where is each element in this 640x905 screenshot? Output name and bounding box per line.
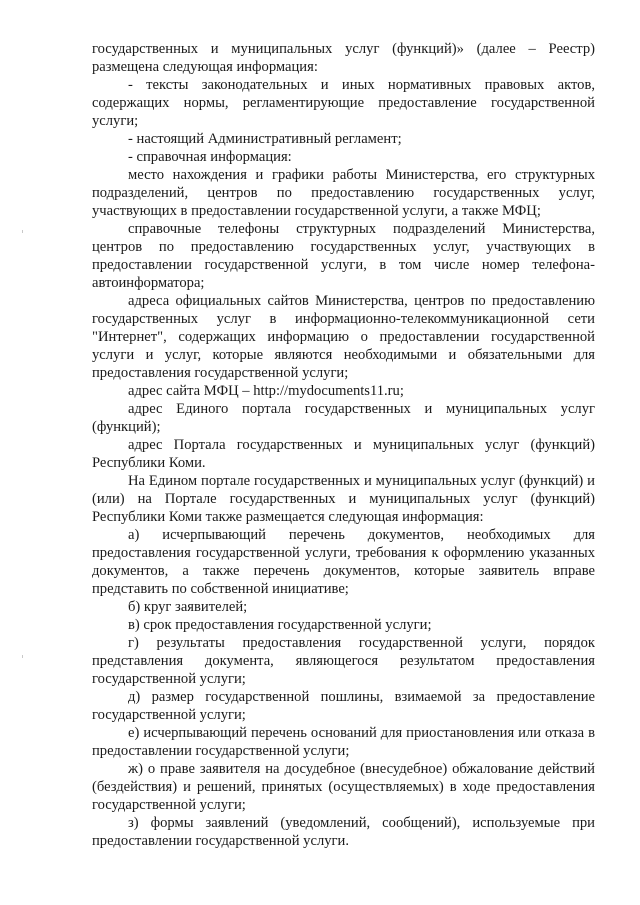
list-item-v-term: в) срок предоставления государственной услуги; — [128, 617, 432, 633]
document-page — [92, 40, 595, 850]
paragraph-official-websites: адреса официальных сайтов Министерства, центров по предоставлению государственных услуг в информационно-телекоммуникационной сети "Интернет", содержащих информацию о предоставлении государственной услуги и услуг, которые являются необходимыми и обязательными для предоставления государственной услуги; — [92, 293, 595, 381]
paragraph-unified-portal-address: адрес Единого портала государственных и муниципальных услуг (функций); — [92, 401, 595, 435]
scan-edge-mark — [22, 230, 23, 233]
paragraph-registry-intro: государственных и муниципальных услуг (функций)» (далее – Реестр) размещена следующая информация: — [92, 41, 595, 75]
paragraph-locations-schedules: место нахождения и графики работы Министерства, его структурных подразделений, центров по предоставлению государственных услуг, участвующих в предоставлении государственной услуги, а также МФЦ; — [92, 167, 595, 219]
list-item-g-results: г) результаты предоставления государственной услуги, порядок представления документа, являющегося результатом предоставления государственной услуги; — [92, 635, 595, 687]
list-item-a-documents: а) исчерпывающий перечень документов, необходимых для предоставления государственной услуги, требования к оформлению указанных документов, а также перечень документов, которые заявитель вправе представить по собственной инициативе; — [92, 527, 595, 597]
paragraph-reference-phones: справочные телефоны структурных подразделений Министерства, центров по предоставлению государственных услуг, участвующих в предоставлении государственной услуги, в том числе номер телефона-автоинформатора; — [92, 221, 595, 291]
scan-edge-mark — [22, 655, 23, 658]
list-item-e-refusal-grounds: е) исчерпывающий перечень оснований для приостановления или отказа в предоставлении государственной услуги; — [92, 725, 595, 759]
list-item-d-state-fee: д) размер государственной пошлины, взимаемой за предоставление государственной услуги; — [92, 689, 595, 723]
list-item-legal-acts: - тексты законодательных и иных нормативных правовых актов, содержащих нормы, регламентирующие предоставление государственной услуги; — [92, 77, 595, 129]
paragraph-mfc-website: адрес сайта МФЦ – http://mydocuments11.ru; — [128, 383, 404, 399]
list-item-zh-appeal-right: ж) о праве заявителя на досудебное (внесудебное) обжалование действий (бездействия) и решений, принятых (осуществляемых) в ходе предоставления государственной услуги; — [92, 761, 595, 813]
list-item-b-applicants: б) круг заявителей; — [128, 599, 248, 615]
list-item-admin-regulation: - настоящий Административный регламент; — [128, 131, 402, 147]
list-item-z-application-forms: з) формы заявлений (уведомлений, сообщений), используемые при предоставлении государственной услуги. — [92, 815, 595, 849]
paragraph-portal-info-intro: На Едином портале государственных и муниципальных услуг (функций) и (или) на Портале государственных и муниципальных услуг (функций) Республики Коми также размещается следующая информация: — [92, 473, 595, 525]
paragraph-komi-portal-address: адрес Портала государственных и муниципальных услуг (функций) Республики Коми. — [92, 437, 595, 471]
list-item-reference-info: - справочная информация: — [128, 149, 292, 165]
